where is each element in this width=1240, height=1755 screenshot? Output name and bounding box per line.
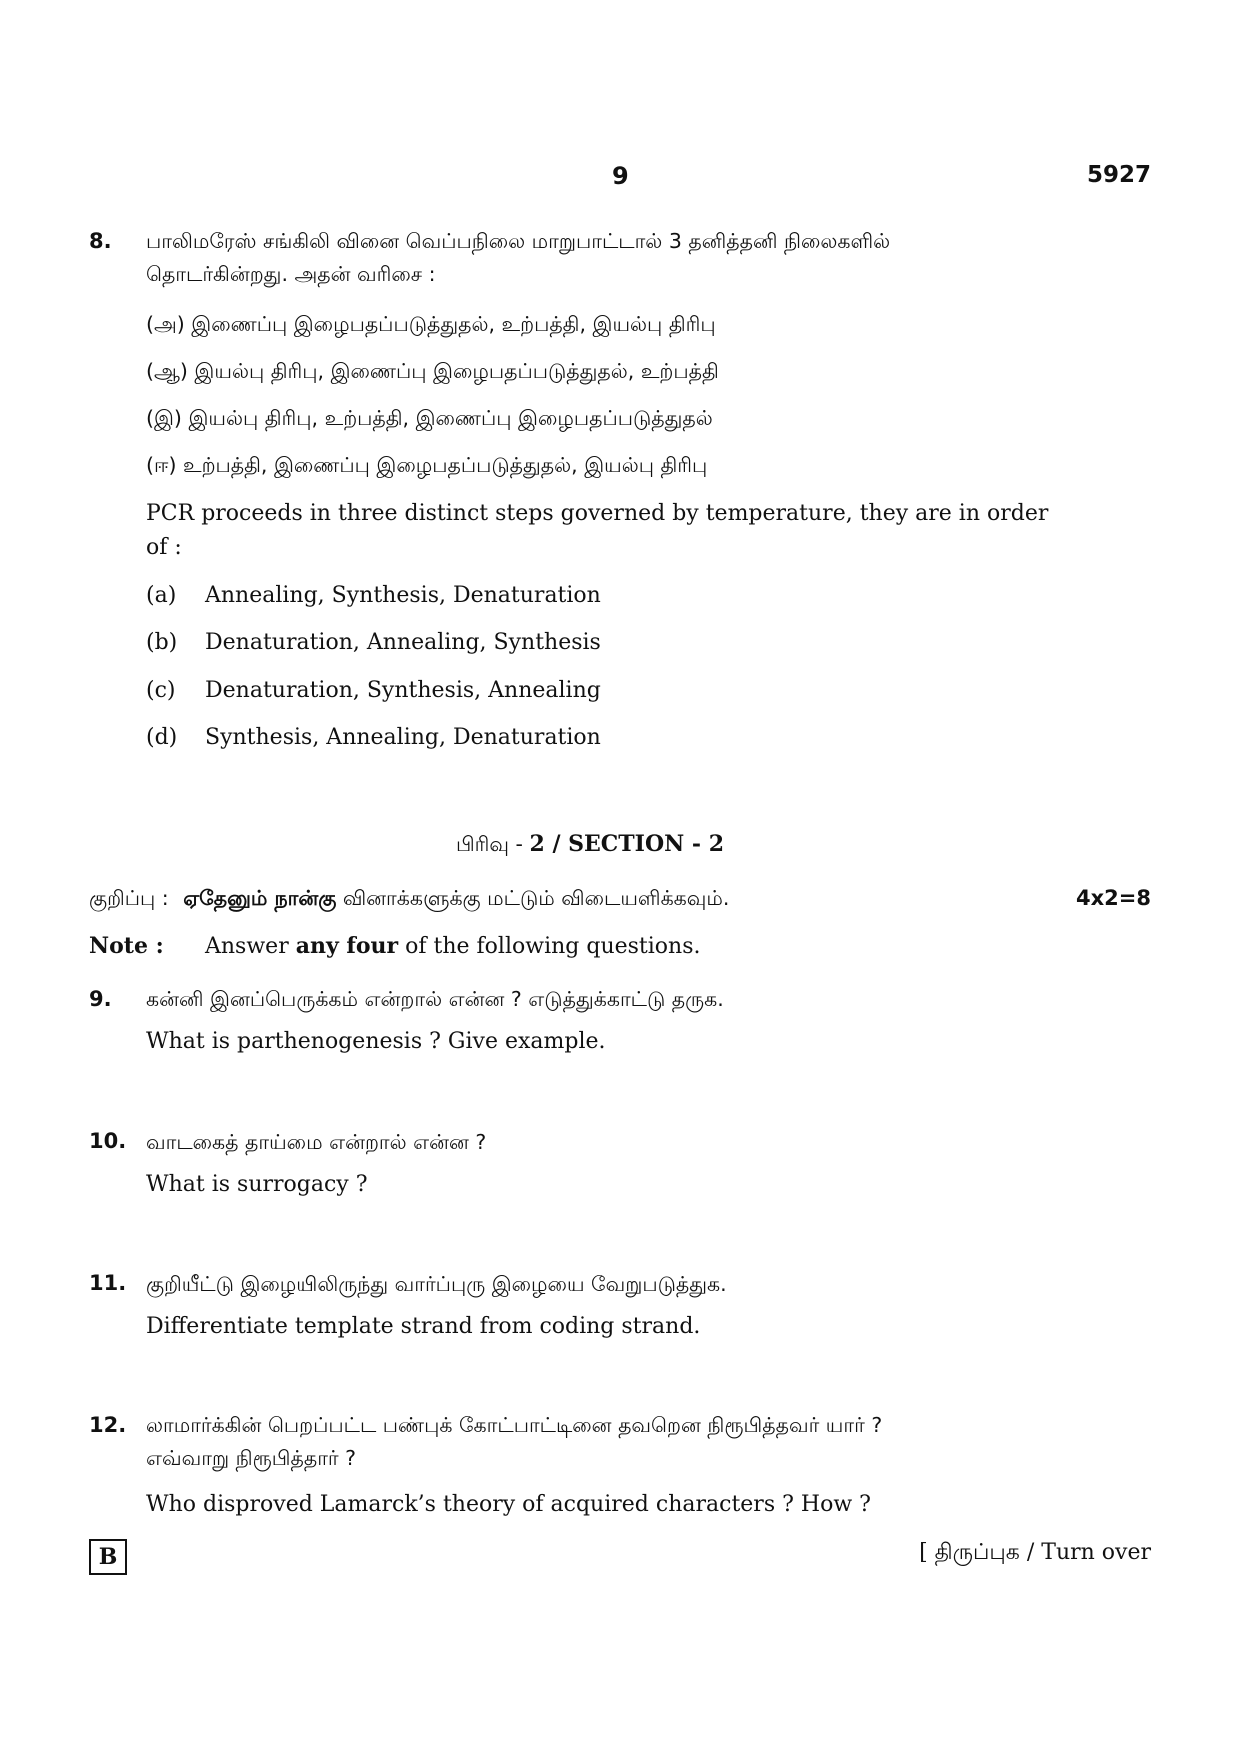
question-8-tamil-option-d: (ஈ) உற்பத்தி, இணைப்பு இழைபதப்படுத்துதல், இயல்பு திரிபு	[146, 453, 708, 477]
question-12-tamil-line-2: எவ்வாறு நிரூபித்தார் ?	[146, 1446, 357, 1470]
question-8-tamil-option-a: (அ) இணைப்பு இழைபதப்படுத்துதல், உற்பத்தி, இயல்பு திரிபு	[146, 312, 716, 336]
question-8-tamil-line-1: பாலிமரேஸ் சங்கிலி வினை வெப்பநிலை மாறுபாட்டால் 3 தனித்தனி நிலைகளில்	[146, 229, 891, 253]
question-8-option-d-text: Synthesis, Annealing, Denaturation	[205, 725, 601, 750]
question-12-english: Who disproved Lamarck’s theory of acquired characters ? How ?	[146, 1492, 871, 1517]
question-8-option-a-text: Annealing, Synthesis, Denaturation	[205, 583, 601, 608]
note-tamil-label: குறிப்பு :	[89, 886, 169, 910]
note-english-pre: Answer	[205, 934, 289, 959]
page-number: 9	[612, 162, 629, 190]
note-english-post: of the following questions.	[405, 934, 701, 959]
note-english	[89, 929, 164, 964]
section-heading-title: 2 / SECTION - 2	[529, 831, 725, 857]
question-8-english-line-2: of :	[146, 535, 182, 560]
section-heading-tamil: பிரிவு -	[455, 832, 530, 856]
question-10-english: What is surrogacy ?	[146, 1172, 368, 1197]
question-8-tamil-option-c: (இ) இயல்பு திரிபு, உற்பத்தி, இணைப்பு இழைபதப்படுத்துதல்	[146, 406, 713, 430]
question-10-number: 10.	[89, 1129, 127, 1153]
question-9-tamil: கன்னி இனப்பெருக்கம் என்றால் என்ன ? எடுத்துக்காட்டு தருக.	[146, 987, 724, 1011]
question-8-number: 8.	[89, 229, 112, 253]
note-tamil-bold: ஏதேனும் நான்கு	[183, 886, 337, 910]
question-8-option-a-label: (a)	[146, 583, 177, 608]
question-11-tamil: குறியீட்டு இழையிலிருந்து வார்ப்புரு இழையை வேறுபடுத்துக.	[146, 1272, 727, 1296]
question-8-option-b-text: Denaturation, Annealing, Synthesis	[205, 630, 601, 655]
paper-code: 5927	[1086, 162, 1151, 188]
note-tamil-rest: வினாக்களுக்கு மட்டும் விடையளிக்கவும்.	[342, 886, 730, 910]
note-tamil	[89, 882, 729, 914]
question-8-option-d-label: (d)	[146, 725, 178, 750]
question-8-option-c-label: (c)	[146, 678, 176, 703]
question-12-number: 12.	[89, 1413, 127, 1437]
question-8-tamil-line-2: தொடர்கின்றது. அதன் வரிசை :	[146, 262, 436, 286]
question-11-number: 11.	[89, 1271, 127, 1295]
note-english-text	[205, 929, 701, 964]
question-8-english-line-1: PCR proceeds in three distinct steps governed by temperature, they are in order	[146, 501, 1049, 526]
question-8-tamil-option-b: (ஆ) இயல்பு திரிபு, இணைப்பு இழைபதப்படுத்துதல், உற்பத்தி	[146, 359, 719, 383]
question-10-tamil: வாடகைத் தாய்மை என்றால் என்ன ?	[146, 1130, 487, 1154]
turn-over-text: [ திருப்புக / Turn over	[919, 1540, 1151, 1565]
question-9-english: What is parthenogenesis ? Give example.	[146, 1029, 606, 1054]
section-heading	[0, 828, 1180, 860]
note-english-bold: any four	[295, 933, 399, 959]
question-12-tamil-line-1: லாமார்க்கின் பெறப்பட்ட பண்புக் கோட்பாட்டினை தவறென நிரூபித்தவர் யார் ?	[146, 1413, 883, 1437]
question-9-number: 9.	[89, 987, 112, 1011]
paper-version-box: B	[89, 1539, 127, 1575]
question-11-english: Differentiate template strand from coding strand.	[146, 1314, 701, 1339]
question-8-option-c-text: Denaturation, Synthesis, Annealing	[205, 678, 601, 703]
marks-scheme: 4x2=8	[1076, 886, 1151, 910]
note-english-label: Note :	[89, 933, 164, 959]
question-8-option-b-label: (b)	[146, 630, 178, 655]
